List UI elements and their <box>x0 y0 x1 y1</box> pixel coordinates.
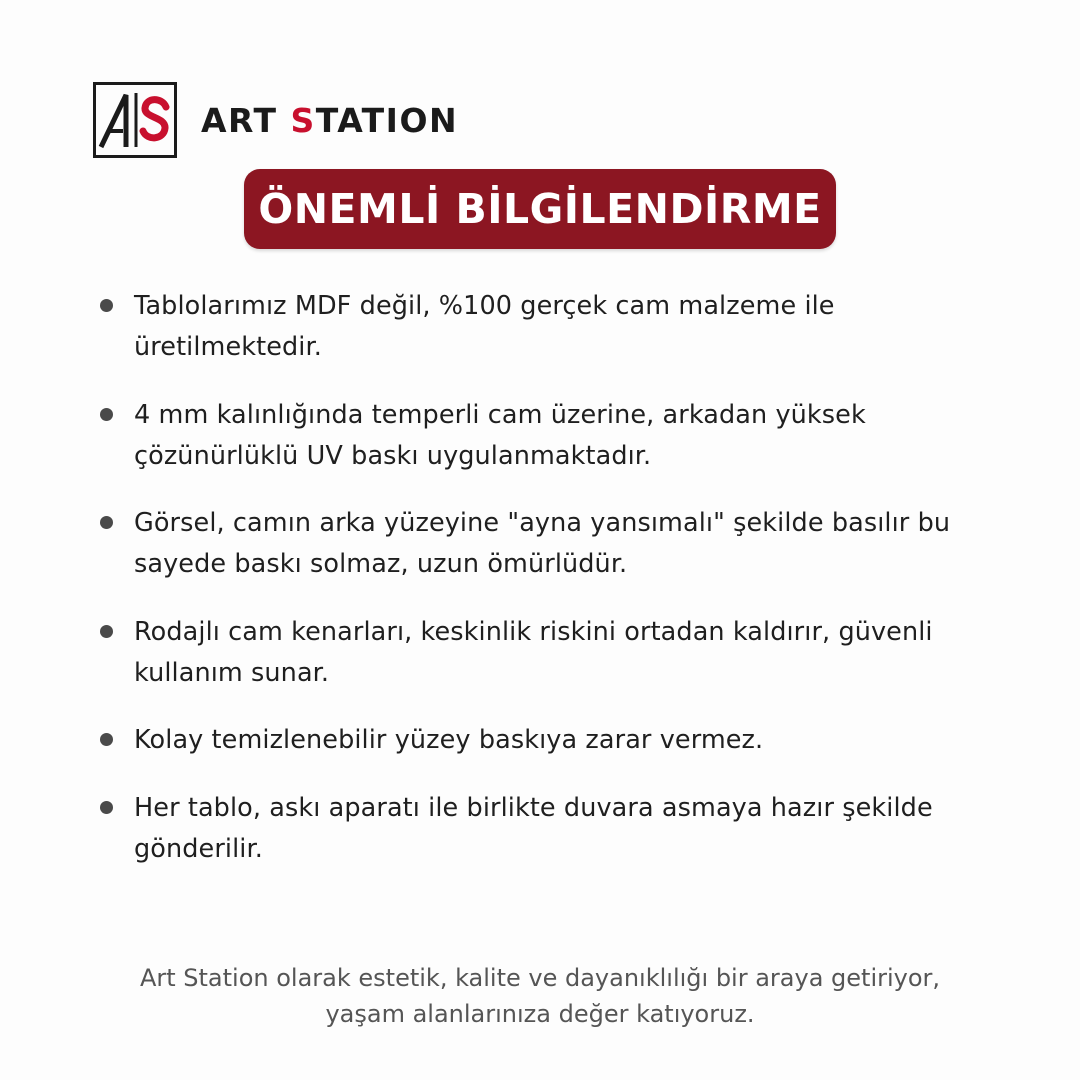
footer-line-2: yaşam alanlarınıza değer katıyoruz. <box>325 1000 755 1028</box>
page-title: ÖNEMLİ BİLGİLENDİRME <box>258 184 822 233</box>
list-item <box>100 503 1030 586</box>
list-item-text: Görsel, camın arka yüzeyine "ayna yansımalı" şekilde basılır bu sayede baskı solmaz, uzun ömürlüdür. <box>134 508 951 580</box>
as-monogram-icon <box>93 82 177 158</box>
list-item-text: Rodajlı cam kenarları, keskinlik riskini ortadan kaldırır, güvenli kullanım sunar. <box>134 616 933 689</box>
list-item <box>100 286 1030 369</box>
brand-name-accent: S <box>290 100 316 140</box>
list-item <box>100 395 1030 478</box>
bullet-dot-icon <box>100 516 113 529</box>
list-item-text: 4 mm kalınlığında temperli cam üzerine, arkadan yüksek çözünürlüklü UV baskı uygulanmaktadır. <box>134 399 866 471</box>
list-item-text: Her tablo, askı aparatı ile birlikte duvara asmaya hazır şekilde gönderilir. <box>134 792 933 864</box>
title-banner <box>244 169 836 249</box>
list-item <box>100 720 1030 761</box>
brand-name <box>201 101 458 140</box>
bullet-dot-icon <box>100 408 113 421</box>
brand-name-part1: ART <box>201 100 291 140</box>
footer <box>0 960 1080 1032</box>
bullet-dot-icon <box>100 299 113 312</box>
list-item-text: Tablolarımız MDF değil, %100 gerçek cam malzeme ile üretilmektedir. <box>134 291 835 363</box>
bullet-dot-icon <box>100 625 113 638</box>
brand-logo <box>93 82 458 158</box>
bullet-dot-icon <box>100 733 113 746</box>
footer-line-1: Art Station olarak estetik, kalite ve dayanıklılığı bir araya getiriyor, <box>139 964 941 992</box>
bullet-list <box>100 286 1030 896</box>
bullet-dot-icon <box>100 801 113 814</box>
list-item <box>100 612 1030 695</box>
list-item-text: Kolay temizlenebilir yüzey baskıya zarar vermez. <box>134 725 764 756</box>
brand-name-part2: TATION <box>315 100 459 140</box>
list-item <box>100 788 1030 871</box>
